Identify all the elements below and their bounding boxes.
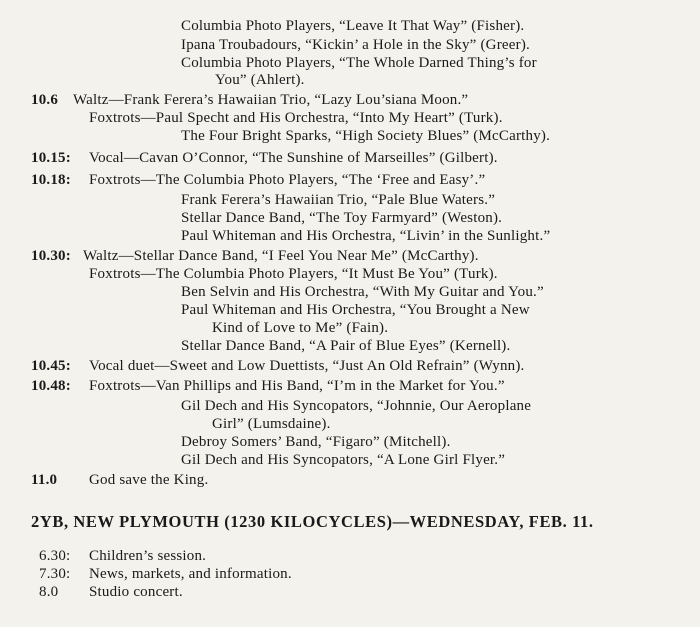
programme-line: Foxtrots—Van Phillips and His Band, “I’m in the Market for You.” bbox=[89, 378, 505, 394]
time-label: 11.0 bbox=[31, 472, 58, 488]
programme-line: Columbia Photo Players, “The Whole Darned Thing’s for bbox=[181, 55, 537, 71]
programme-line: Ipana Troubadours, “Kickin’ a Hole in the Sky” (Greer). bbox=[181, 37, 530, 53]
time-label: 10.30: bbox=[31, 248, 71, 264]
time-label: 6.30: bbox=[39, 548, 71, 564]
programme-line: Kind of Love to Me” (Fain). bbox=[212, 320, 389, 336]
programme-line: Paul Whiteman and His Orchestra, “Livin’ in the Sunlight.” bbox=[181, 228, 551, 244]
programme-line: Children’s session. bbox=[89, 548, 207, 564]
programme-line: Gil Dech and His Syncopators, “A Lone Girl Flyer.” bbox=[181, 452, 506, 468]
time-label: 8.0 bbox=[39, 584, 59, 600]
programme-line: Frank Ferera’s Hawaiian Trio, “Pale Blue Waters.” bbox=[181, 192, 496, 208]
programme-line: Waltz—Stellar Dance Band, “I Feel You Near Me” (McCarthy). bbox=[83, 248, 479, 264]
programme-line: Waltz—Frank Ferera’s Hawaiian Trio, “Lazy Lou’siana Moon.” bbox=[73, 92, 469, 108]
time-label: 10.45: bbox=[31, 358, 71, 374]
programme-line: Foxtrots—Paul Specht and His Orchestra, “Into My Heart” (Turk). bbox=[89, 110, 503, 126]
programme-line: God save the King. bbox=[89, 472, 209, 488]
programme-line: You” (Ahlert). bbox=[215, 72, 305, 88]
programme-line: Vocal duet—Sweet and Low Duettists, “Just An Old Refrain” (Wynn). bbox=[89, 358, 525, 374]
time-label: 10.48: bbox=[31, 378, 71, 394]
programme-line: Debroy Somers’ Band, “Figaro” (Mitchell). bbox=[181, 434, 451, 450]
programme-line: Ben Selvin and His Orchestra, “With My Guitar and You.” bbox=[181, 284, 544, 300]
programme-line: Foxtrots—The Columbia Photo Players, “It Must Be You” (Turk). bbox=[89, 266, 498, 282]
programme-line: News, markets, and information. bbox=[89, 566, 292, 582]
time-label: 7.30: bbox=[39, 566, 71, 582]
programme-line: The Four Bright Sparks, “High Society Blues” (McCarthy). bbox=[181, 128, 551, 144]
station-heading: 2YB, NEW PLYMOUTH (1230 KILOCYCLES)—WEDNESDAY, FEB. 11. bbox=[31, 512, 594, 531]
programme-line: Columbia Photo Players, “Leave It That Way” (Fisher). bbox=[181, 18, 525, 34]
programme-line: Gil Dech and His Syncopators, “Johnnie, Our Aeroplane bbox=[181, 398, 532, 414]
time-label: 10.6 bbox=[31, 92, 59, 108]
programme-line: Stellar Dance Band, “A Pair of Blue Eyes” (Kernell). bbox=[181, 338, 511, 354]
programme-line: Foxtrots—The Columbia Photo Players, “The ‘Free and Easy’.” bbox=[89, 172, 486, 188]
programme-line: Vocal—Cavan O’Connor, “The Sunshine of Marseilles” (Gilbert). bbox=[89, 150, 498, 166]
programme-line: Stellar Dance Band, “The Toy Farmyard” (Weston). bbox=[181, 210, 503, 226]
time-label: 10.18: bbox=[31, 172, 71, 188]
programme-line: Paul Whiteman and His Orchestra, “You Brought a New bbox=[181, 302, 530, 318]
time-label: 10.15: bbox=[31, 150, 71, 166]
programme-line: Studio concert. bbox=[89, 584, 183, 600]
programme-line: Girl” (Lumsdaine). bbox=[212, 416, 331, 432]
